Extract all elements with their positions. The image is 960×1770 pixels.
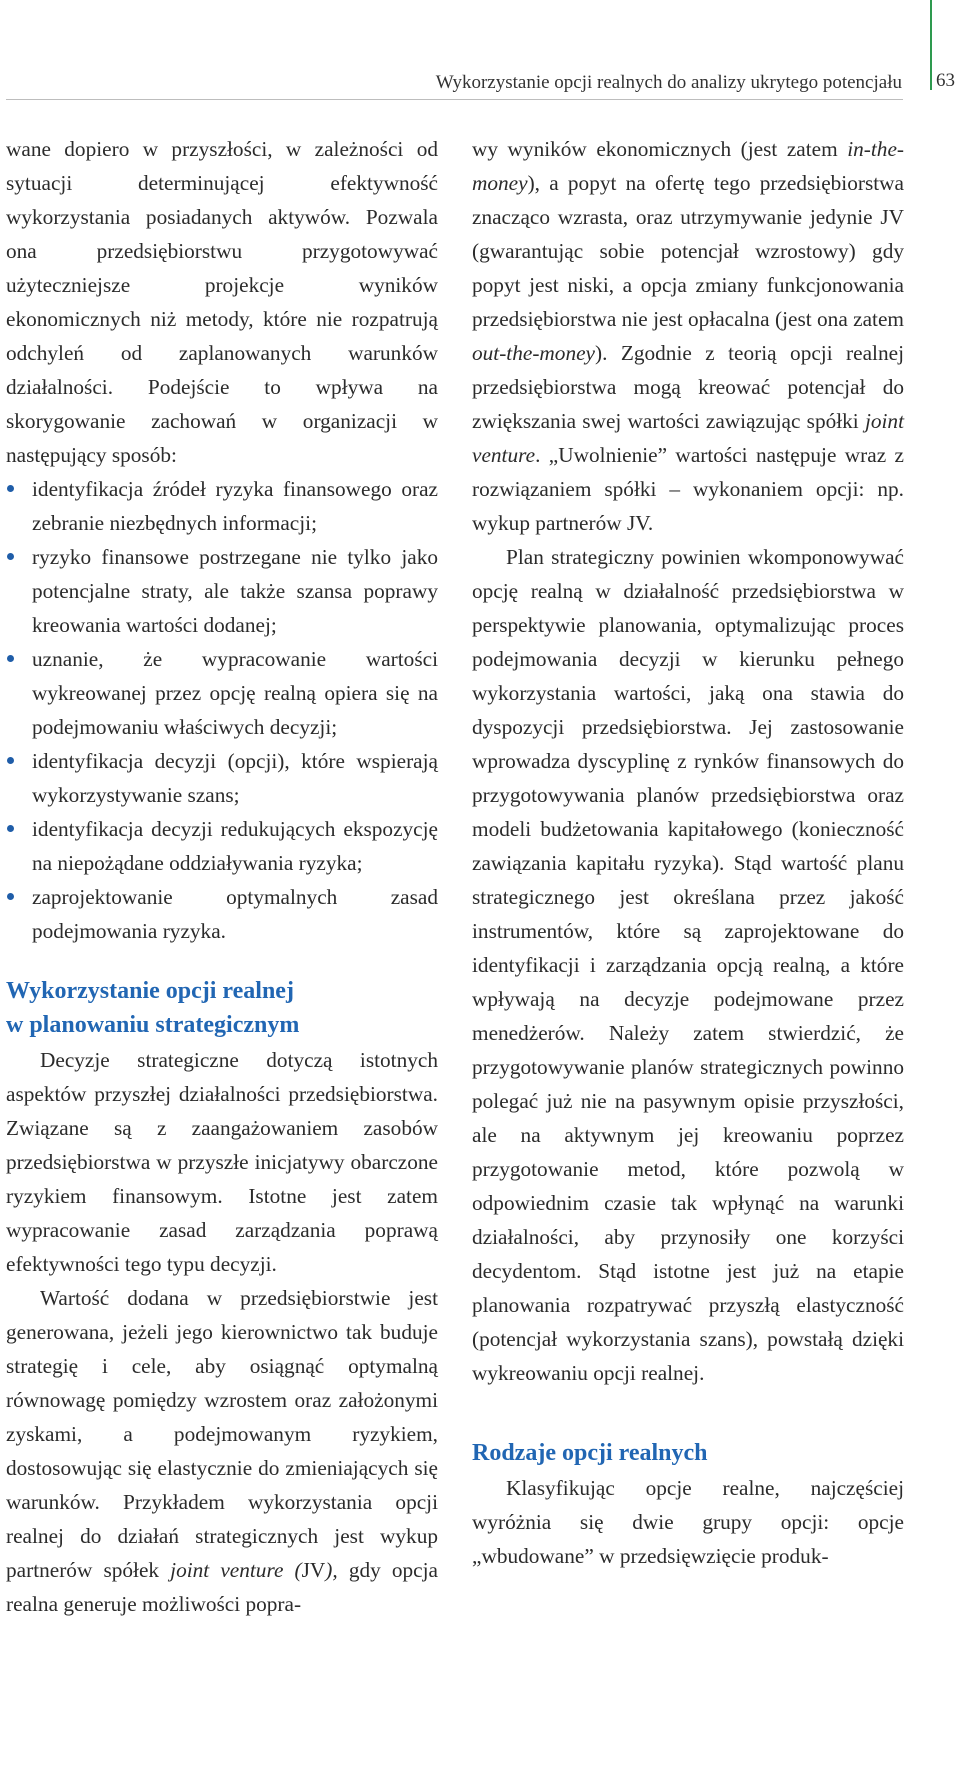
list-item xyxy=(6,880,438,948)
list-item xyxy=(6,812,438,880)
bullet-icon xyxy=(7,893,14,900)
paragraph-text: ), a popyt na ofertę tego przedsiębiorstwa znacząco wzrasta, oraz utrzymywanie jedynie JV (gwarantując sobie potencjał wzrostowy) gdy popyt jest niski, a opcja zmiany funkcjonowania przedsiębiorstwa nie jest opłacalna (jest ona zatem xyxy=(472,171,904,331)
bullet-list xyxy=(6,472,438,948)
page-edge-accent-line xyxy=(930,0,932,90)
running-header: Wykorzystanie opcji realnych do analizy ukrytego potencjału xyxy=(435,72,902,93)
list-item xyxy=(6,744,438,812)
italic-term: joint venture ( xyxy=(170,1558,302,1582)
left-column xyxy=(6,132,438,1621)
section-heading-real-option-types: Rodzaje opcji realnych xyxy=(472,1440,708,1466)
right-column xyxy=(472,132,904,1573)
section-heading-line: Wykorzystanie opcji realnej xyxy=(6,978,294,1004)
body-paragraph xyxy=(6,1281,438,1621)
body-paragraph xyxy=(472,132,904,540)
list-item-text: ryzyko finansowe postrzegane nie tylko jako potencjalne straty, ale także szansa poprawy kreowania wartości dodanej; xyxy=(32,545,438,637)
section-heading-strategic-planning xyxy=(6,974,438,1042)
list-item-text: identyfikacja decyzji redukujących ekspozycję na niepożądane oddziaływania ryzyka; xyxy=(32,817,438,875)
paragraph-text: wy wyników ekonomicznych (jest zatem xyxy=(472,137,848,161)
list-item-text: zaprojektowanie optymalnych zasad podejmowania ryzyka. xyxy=(32,885,438,943)
body-paragraph: Klasyfikując opcje realne, najczęściej wyróżnia się dwie grupy opcji: opcje „wbudowane” w przedsięwzięcie produk- xyxy=(472,1476,904,1568)
paragraph-text: . „Uwolnienie” wartości następuje wraz z rozwiązaniem spółki – wykonaniem opcji: np. wykup partnerów JV. xyxy=(472,443,904,535)
abbreviation: JV xyxy=(301,1558,326,1582)
bullet-icon xyxy=(7,825,14,832)
italic-term: ), xyxy=(325,1558,338,1582)
paragraph-text: gdy opcja realna generuje możliwości popra- xyxy=(6,1558,438,1616)
list-item-text: uznanie, że wypracowanie wartości wykreowanej przez opcję realną opiera się na podejmowaniu właściwych decyzji; xyxy=(32,647,438,739)
italic-term: joint venture xyxy=(472,409,904,467)
bullet-icon xyxy=(7,553,14,560)
list-item xyxy=(6,472,438,540)
italic-term: in-the-money xyxy=(472,137,904,195)
bullet-icon xyxy=(7,655,14,662)
body-paragraph: Plan strategiczny powinien wkomponowywać opcję realną w działalność przedsiębiorstwa w perspektywie planowania, optymalizując proces podejmowania decyzji w kierunku pełnego wykorzystania wartości, jaką ona stawia do dyspozycji przedsiębiorstwa. Jej zastosowanie wprowadza dyscyplinę z rynków finansowych do przygotowywania planów przedsiębiorstwa oraz modeli budżetowania kapitałowego (konieczność zawiązania kapitału ryzyka). Stąd wartość planu strategicznego jest określana przez jakość instrumentów, które są zaprojektowane do identyfikacji i zarządzania opcją realną, a które wpływają na decyzje podejmowane przez menedżerów. Należy zatem stwierdzić, że przygotowywanie planów strategicznych powinno polegać już nie na pasywnym opisie przyszłości, ale na aktywnym jej kreowaniu poprzez przygotowanie metod, które pozwolą w odpowiednim czasie tak wpłynąć na warunki działalności, aby przynosiły one korzyści decydentom. Stąd istotne jest już na etapie planowania rozpatrywać przyszłą elastyczność (potencjał wykorzystania szans), powstałą dzięki wykreowaniu opcji realnej. xyxy=(472,545,904,1385)
bullet-icon xyxy=(7,485,14,492)
italic-term: out-the-money xyxy=(472,341,595,365)
bullet-icon xyxy=(7,757,14,764)
list-item xyxy=(6,642,438,744)
list-item xyxy=(6,540,438,642)
section-heading-line: w planowaniu strategicznym xyxy=(6,1012,300,1038)
body-paragraph: Decyzje strategiczne dotyczą istotnych aspektów przyszłej działalności przedsiębiorstwa. Związane są z zaangażowaniem zasobów przedsiębiorstwa w przyszłe inicjatywy obarczone ryzykiem finansowym. Istotne jest zatem wypracowanie zasad zarządzania poprawą efektywności tego typu decyzji. xyxy=(6,1048,438,1276)
paragraph-text: Wartość dodana w przedsiębiorstwie jest generowana, jeżeli jego kierownictwo tak buduje strategię i cele, aby osiągnąć optymalną równowagę pomiędzy wzrostem oraz założonymi zyskami, a podejmowanym ryzykiem, dostosowując się elastycznie do zmieniających się warunków. Przykładem wykorzystania opcji realnej do działań strategicznych jest wykup partnerów spółek xyxy=(6,1286,438,1582)
page-number: 63 xyxy=(936,70,955,91)
intro-paragraph: wane dopiero w przyszłości, w zależności od sytuacji determinującej efektywność wykorzystania posiadanych aktywów. Pozwala ona przedsiębiorstwu przygotowywać użyteczniejsze projekcje wyników ekonomicznych niż metody, które nie rozpatrują odchyleń od zaplanowanych warunków działalności. Podejście to wpływa na skorygowanie zachowań w organizacji w następujący sposób: xyxy=(6,137,438,467)
list-item-text: identyfikacja decyzji (opcji), które wspierają wykorzystywanie szans; xyxy=(32,749,438,807)
paragraph-text: ). Zgodnie z teorią opcji realnej przedsiębiorstwa mogą kreować potencjał do zwiększania swej wartości zawiązując spółki xyxy=(472,341,904,433)
header-rule xyxy=(6,99,903,100)
list-item-text: identyfikacja źródeł ryzyka finansowego oraz zebranie niezbędnych informacji; xyxy=(32,477,438,535)
